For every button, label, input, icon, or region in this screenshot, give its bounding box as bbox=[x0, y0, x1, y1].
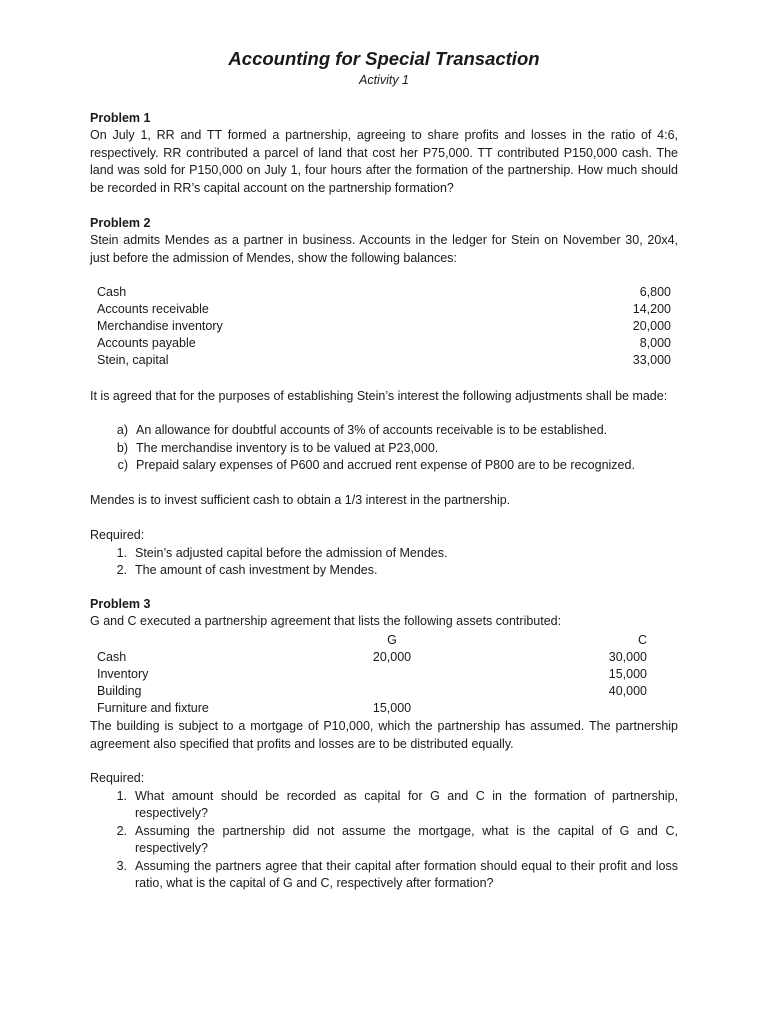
table-row bbox=[90, 683, 678, 700]
list-item bbox=[90, 788, 678, 823]
list-item bbox=[90, 823, 678, 858]
assets-table bbox=[90, 632, 678, 717]
table-row bbox=[90, 301, 678, 318]
account-amount: 6,800 bbox=[639, 285, 671, 299]
account-label: Merchandise inventory bbox=[97, 319, 223, 333]
list-item bbox=[90, 457, 678, 475]
table-row bbox=[90, 352, 678, 369]
adjustments-list bbox=[90, 422, 678, 475]
asset-c-value: 40,000 bbox=[608, 684, 647, 698]
problem-2-heading: Problem 2 bbox=[90, 216, 151, 230]
list-item bbox=[90, 440, 678, 458]
list-item bbox=[90, 545, 678, 563]
asset-g-value: 15,000 bbox=[372, 701, 412, 715]
table-header-row bbox=[90, 632, 678, 649]
asset-g-value bbox=[337, 683, 447, 700]
problem-1-text: On July 1, RR and TT formed a partnership, agreeing to share profits and losses in the ratio of 4:6, respectively. RR contributed a parcel of land that cost her P75,000. TT contributed P150,000 cash. The land was sold for P150,000 on July 1, four hours after the formation of the partnership. How much should be recorded in RR’s capital account on the partnership formation? bbox=[90, 128, 678, 195]
problem-2 bbox=[90, 215, 678, 267]
asset-g-value: 20,000 bbox=[372, 650, 412, 664]
problem-3-heading: Problem 3 bbox=[90, 597, 151, 611]
account-label: Stein, capital bbox=[97, 353, 169, 367]
problem-3-required bbox=[90, 770, 678, 893]
adjustments-intro bbox=[90, 388, 678, 406]
list-text: An allowance for doubtful accounts of 3% of accounts receivable is to be established. bbox=[136, 423, 608, 437]
list-marker: 3. bbox=[116, 858, 127, 873]
table-row bbox=[90, 666, 678, 683]
list-text: Prepaid salary expenses of P600 and accrued rent expense of P800 are to be recognized. bbox=[136, 458, 635, 472]
required-label: Required: bbox=[90, 771, 145, 785]
problem-3 bbox=[90, 596, 678, 631]
asset-g-value bbox=[337, 666, 447, 683]
list-marker: 1. bbox=[116, 788, 127, 803]
table-row bbox=[90, 318, 678, 335]
list-marker: b) bbox=[116, 440, 128, 455]
list-marker: c) bbox=[117, 458, 128, 472]
list-text: Stein’s adjusted capital before the admission of Mendes. bbox=[135, 545, 448, 560]
account-amount: 33,000 bbox=[632, 353, 671, 367]
asset-label: Inventory bbox=[97, 667, 149, 681]
asset-c-value: 30,000 bbox=[608, 650, 647, 664]
investment-statement bbox=[90, 492, 678, 510]
account-label: Cash bbox=[97, 285, 127, 299]
column-header-g: G bbox=[387, 633, 397, 647]
list-text: The amount of cash investment by Mendes. bbox=[135, 563, 378, 577]
list-text: Assuming the partnership did not assume the mortgage, what is the capital of G and C, respectively? bbox=[135, 823, 678, 855]
account-amount: 8,000 bbox=[639, 336, 671, 350]
list-item bbox=[90, 562, 678, 580]
asset-label: Furniture and fixture bbox=[97, 701, 209, 715]
account-label: Accounts payable bbox=[97, 336, 196, 350]
list-text: Assuming the partners agree that their capital after formation should equal to their profit and loss ratio, what is the capital of G and C, respectively after formation? bbox=[135, 858, 678, 890]
list-marker: 1. bbox=[116, 545, 127, 560]
list-text: The merchandise inventory is to be valued at P23,000. bbox=[136, 440, 439, 455]
table-row bbox=[90, 649, 678, 666]
problem-3-intro: G and C executed a partnership agreement that lists the following assets contributed: bbox=[90, 614, 562, 628]
asset-c-value: 15,000 bbox=[608, 667, 647, 681]
list-marker: a) bbox=[116, 423, 128, 437]
mortgage-note bbox=[90, 718, 678, 753]
adjustments-intro-text: It is agreed that for the purposes of establishing Stein’s interest the following adjustments shall be made: bbox=[90, 389, 668, 403]
asset-c-value bbox=[447, 700, 656, 717]
document-title: Accounting for Special Transaction bbox=[228, 48, 540, 69]
list-item bbox=[90, 858, 678, 893]
list-marker: 2. bbox=[116, 563, 127, 577]
problem-2-required bbox=[90, 527, 678, 580]
problem-2-intro: Stein admits Mendes as a partner in business. Accounts in the ledger for Stein on November 30, 20x4, just before the admission of Mendes, show the following balances: bbox=[90, 233, 678, 265]
problem-1-heading: Problem 1 bbox=[90, 111, 151, 125]
investment-text: Mendes is to invest sufficient cash to obtain a 1/3 interest in the partnership. bbox=[90, 493, 511, 507]
asset-label: Cash bbox=[97, 650, 127, 664]
account-amount: 14,200 bbox=[632, 302, 671, 316]
table-row bbox=[90, 284, 678, 301]
list-marker: 2. bbox=[116, 823, 127, 838]
table-row bbox=[90, 335, 678, 352]
account-amount: 20,000 bbox=[632, 319, 671, 333]
list-text: What amount should be recorded as capital for G and C in the formation of partnership, respectively? bbox=[135, 788, 678, 820]
asset-label: Building bbox=[97, 684, 142, 698]
table-row bbox=[90, 700, 678, 717]
problem-1 bbox=[90, 110, 678, 197]
document-subtitle: Activity 1 bbox=[358, 73, 409, 87]
mortgage-note-text: The building is subject to a mortgage of P10,000, which the partnership has assumed. The partnership agreement also specified that profits and losses are to be distributed equally. bbox=[90, 719, 678, 751]
balances-table bbox=[90, 284, 678, 369]
required-label: Required: bbox=[90, 528, 145, 542]
column-header-c: C bbox=[637, 633, 647, 647]
list-item bbox=[90, 422, 678, 440]
account-label: Accounts receivable bbox=[97, 302, 209, 316]
